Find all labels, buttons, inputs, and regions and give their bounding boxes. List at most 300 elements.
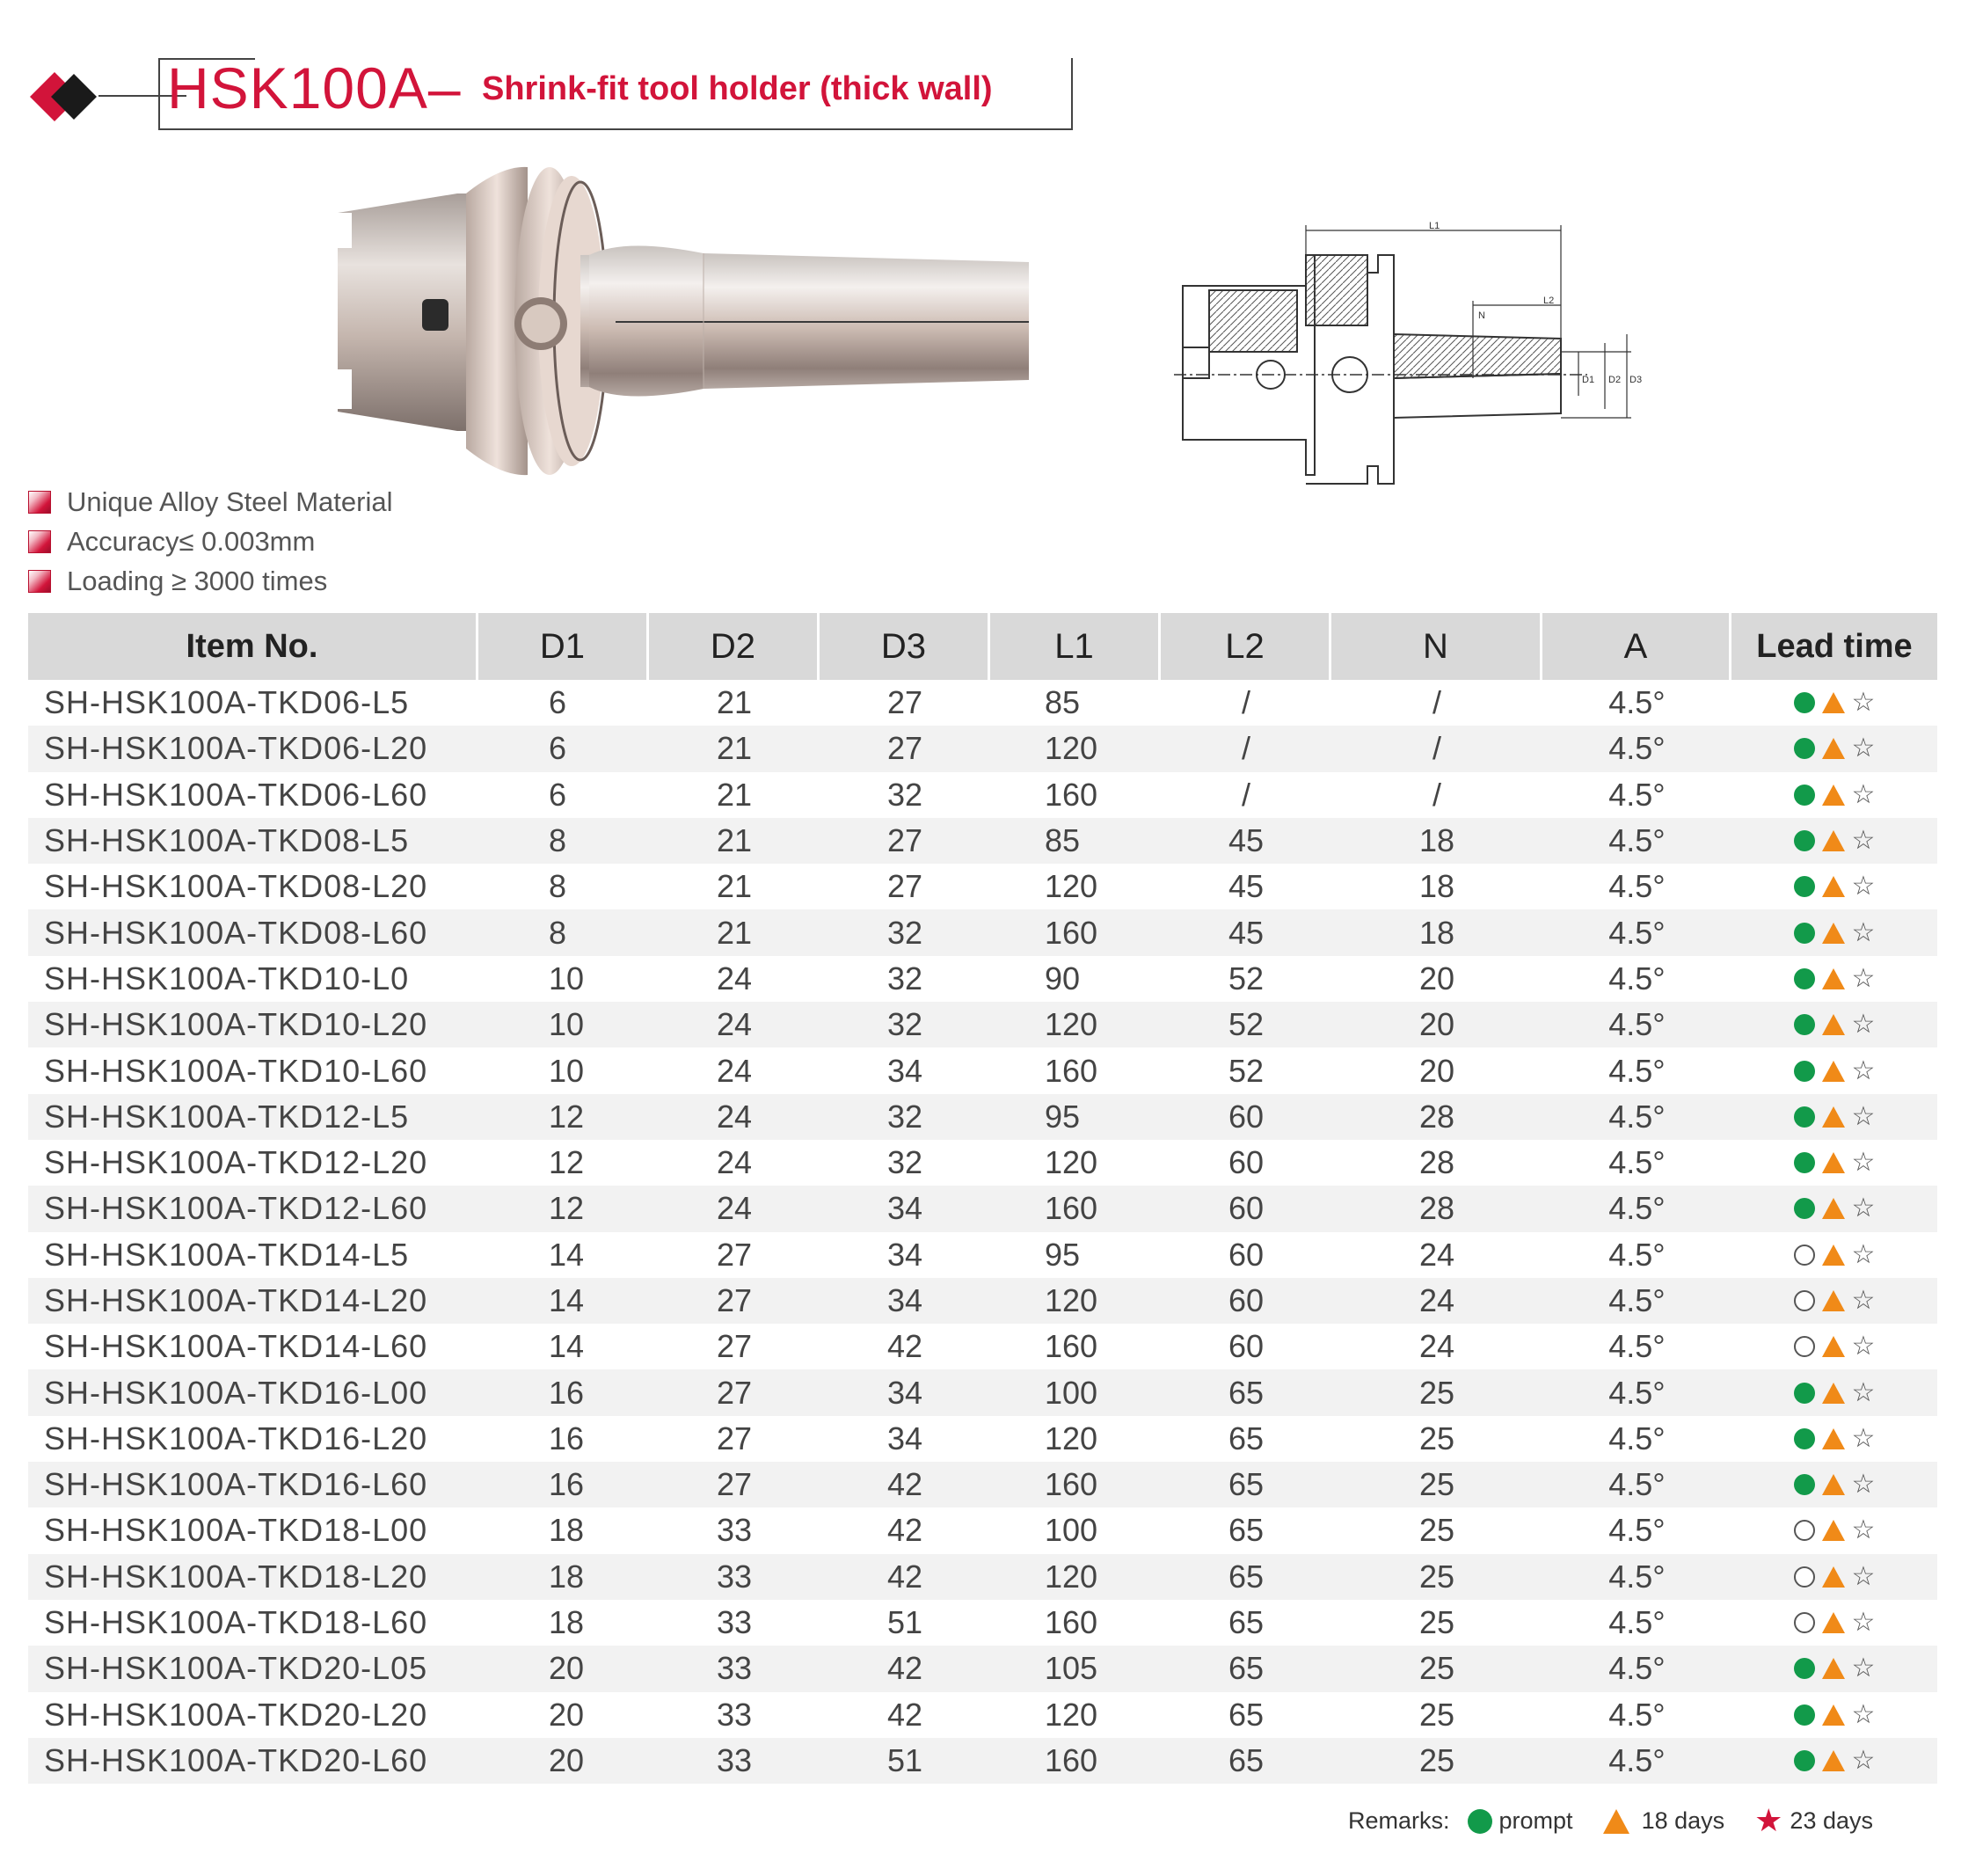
cell-d3: 34 — [886, 1052, 923, 1089]
cell-d3: 42 — [886, 1650, 923, 1687]
cell-d3: 27 — [886, 684, 923, 721]
cell-n: / — [1432, 684, 1441, 721]
cell-a: 4.5° — [1608, 1558, 1666, 1595]
orange-triangle-icon — [1822, 738, 1845, 759]
cell-n: 25 — [1418, 1604, 1455, 1641]
cell-d1: 18 — [549, 1604, 585, 1641]
cell-l2: / — [1241, 684, 1250, 721]
header-d1: D1 — [478, 613, 649, 680]
cell-lead-time — [1731, 1285, 1937, 1316]
cell-d1: 8 — [549, 822, 567, 859]
green-dot-icon — [1794, 876, 1815, 897]
table-header — [28, 613, 1937, 680]
hollow-circle-icon — [1794, 1566, 1815, 1588]
cell-d3: 34 — [886, 1420, 923, 1456]
cell-d1: 16 — [549, 1374, 585, 1411]
cell-l1: 120 — [1045, 1696, 1098, 1733]
cell-lead-time — [1731, 1376, 1937, 1408]
cell-l1: 85 — [1045, 822, 1081, 859]
cell-lead-time — [1731, 1333, 1937, 1360]
orange-triangle-icon — [1822, 1014, 1845, 1035]
cell-d3: 32 — [886, 960, 923, 996]
remarks-18-days: 18 days — [1641, 1807, 1725, 1834]
table-row — [28, 1692, 1937, 1738]
cell-item-no: SH-HSK100A-TKD18-L60 — [44, 1604, 428, 1641]
orange-triangle-icon — [1822, 830, 1845, 851]
cell-item-no: SH-HSK100A-TKD08-L20 — [44, 868, 428, 905]
cell-a: 4.5° — [1608, 1236, 1666, 1273]
table-row — [28, 1002, 1937, 1047]
cell-item-no: SH-HSK100A-TKD12-L5 — [44, 1098, 410, 1135]
orange-triangle-icon — [1822, 1383, 1845, 1404]
hollow-circle-icon — [1794, 1290, 1815, 1311]
outline-star-icon: ☆ — [1851, 825, 1876, 857]
cell-l1: 120 — [1045, 1558, 1098, 1595]
table-row — [28, 1462, 1937, 1507]
cell-l2: 52 — [1228, 960, 1265, 996]
green-dot-icon — [1794, 1014, 1815, 1035]
cell-d1: 20 — [549, 1741, 585, 1778]
green-dot-icon — [1794, 1383, 1815, 1404]
outline-star-icon: ☆ — [1851, 916, 1876, 948]
feature-label: Loading ≥ 3000 times — [67, 565, 328, 596]
cell-a: 4.5° — [1608, 1328, 1666, 1365]
table-body — [28, 680, 1937, 1784]
cell-item-no: SH-HSK100A-TKD12-L20 — [44, 1144, 428, 1181]
cell-a: 4.5° — [1608, 1420, 1666, 1456]
cell-n: 18 — [1418, 822, 1455, 859]
table-row — [28, 1278, 1937, 1324]
cell-n: 20 — [1418, 1052, 1455, 1089]
orange-triangle-icon — [1822, 1474, 1845, 1495]
cell-a: 4.5° — [1608, 1144, 1666, 1181]
cell-n: 20 — [1418, 1006, 1455, 1043]
cell-lead-time — [1731, 735, 1937, 762]
orange-triangle-icon — [1822, 1428, 1845, 1449]
cell-a: 4.5° — [1608, 1006, 1666, 1043]
cell-d2: 27 — [716, 1236, 753, 1273]
green-dot-icon — [1794, 1658, 1815, 1679]
cell-l1: 95 — [1045, 1098, 1081, 1135]
outline-star-icon: ☆ — [1851, 1560, 1876, 1592]
cell-d2: 27 — [716, 1466, 753, 1503]
outline-star-icon: ☆ — [1851, 1285, 1876, 1316]
cell-l1: 90 — [1045, 960, 1081, 996]
cell-d1: 6 — [549, 730, 567, 767]
remarks-legend — [1348, 1803, 1873, 1839]
feature-item — [28, 561, 392, 601]
cell-d3: 27 — [886, 822, 923, 859]
outline-star-icon: ☆ — [1851, 1376, 1876, 1408]
header-l2: L2 — [1161, 613, 1331, 680]
cell-l2: 65 — [1228, 1466, 1265, 1503]
cell-d1: 8 — [549, 914, 567, 951]
cell-d2: 33 — [716, 1512, 753, 1549]
orange-triangle-icon — [1822, 968, 1845, 989]
cell-d1: 12 — [549, 1190, 585, 1227]
table-row — [28, 1416, 1937, 1462]
cell-l1: 120 — [1045, 730, 1098, 767]
cell-l1: 160 — [1045, 1052, 1098, 1089]
orange-triangle-icon — [1822, 1336, 1845, 1357]
table-row — [28, 1554, 1937, 1600]
cell-l1: 85 — [1045, 684, 1081, 721]
cell-l1: 160 — [1045, 1466, 1098, 1503]
cell-a: 4.5° — [1608, 1741, 1666, 1778]
cell-lead-time — [1731, 1100, 1937, 1132]
green-dot-icon — [1794, 1704, 1815, 1726]
cell-l2: 65 — [1228, 1604, 1265, 1641]
cell-l1: 120 — [1045, 868, 1098, 905]
cell-item-no: SH-HSK100A-TKD20-L05 — [44, 1650, 428, 1687]
cell-l2: 60 — [1228, 1144, 1265, 1181]
cell-l2: / — [1241, 776, 1250, 813]
cell-d1: 10 — [549, 1052, 585, 1089]
cell-d1: 6 — [549, 776, 567, 813]
cell-l2: 65 — [1228, 1512, 1265, 1549]
cell-d1: 18 — [549, 1512, 585, 1549]
cell-d2: 33 — [716, 1604, 753, 1641]
cell-lead-time — [1731, 687, 1937, 719]
cell-item-no: SH-HSK100A-TKD08-L5 — [44, 822, 410, 859]
cell-l1: 160 — [1045, 914, 1098, 951]
cell-a: 4.5° — [1608, 1650, 1666, 1687]
header-d2: D2 — [649, 613, 820, 680]
cell-d2: 27 — [716, 1282, 753, 1318]
green-dot-icon — [1794, 923, 1815, 944]
orange-triangle-icon — [1822, 1658, 1845, 1679]
orange-triangle-icon — [1822, 1152, 1845, 1173]
cell-d2: 24 — [716, 1052, 753, 1089]
cell-d2: 21 — [716, 684, 753, 721]
cell-d2: 21 — [716, 776, 753, 813]
cell-l1: 160 — [1045, 1604, 1098, 1641]
cell-a: 4.5° — [1608, 960, 1666, 996]
cell-l1: 120 — [1045, 1144, 1098, 1181]
cell-d2: 24 — [716, 1098, 753, 1135]
cell-d1: 18 — [549, 1558, 585, 1595]
cell-n: / — [1432, 776, 1441, 813]
feature-label: Accuracy≤ 0.003mm — [67, 525, 316, 557]
cell-a: 4.5° — [1608, 1190, 1666, 1227]
cell-n: 28 — [1418, 1190, 1455, 1227]
outline-star-icon: ☆ — [1851, 687, 1876, 719]
green-dot-icon — [1794, 1198, 1815, 1219]
green-dot-icon — [1794, 968, 1815, 989]
cell-l1: 105 — [1045, 1650, 1098, 1687]
cell-lead-time — [1731, 1560, 1937, 1592]
green-dot-icon — [1794, 785, 1815, 806]
cell-d2: 33 — [716, 1696, 753, 1733]
green-dot-icon — [1794, 1474, 1815, 1495]
cell-a: 4.5° — [1608, 1282, 1666, 1318]
cell-item-no: SH-HSK100A-TKD10-L20 — [44, 1006, 428, 1043]
cell-lead-time — [1731, 873, 1937, 900]
cell-d3: 42 — [886, 1558, 923, 1595]
header-item-no: Item No. — [28, 613, 478, 680]
cell-d3: 51 — [886, 1604, 923, 1641]
cell-l2: / — [1241, 730, 1250, 767]
cell-n: 18 — [1418, 868, 1455, 905]
cell-lead-time — [1731, 1011, 1937, 1038]
cell-d1: 12 — [549, 1144, 585, 1181]
cell-l2: 65 — [1228, 1374, 1265, 1411]
cell-d2: 24 — [716, 960, 753, 996]
remarks-prompt: prompt — [1498, 1807, 1573, 1834]
cell-d3: 34 — [886, 1190, 923, 1227]
cell-d2: 24 — [716, 1144, 753, 1181]
cell-d2: 21 — [716, 822, 753, 859]
cell-item-no: SH-HSK100A-TKD18-L20 — [44, 1558, 428, 1595]
cell-lead-time — [1731, 1422, 1937, 1454]
remarks-label: Remarks: — [1348, 1807, 1450, 1834]
cell-lead-time — [1731, 825, 1937, 857]
cell-n: 28 — [1418, 1098, 1455, 1135]
cell-d1: 10 — [549, 1006, 585, 1043]
remarks-23-days: 23 days — [1790, 1807, 1873, 1834]
green-dot-icon — [1794, 1106, 1815, 1128]
cell-n: 24 — [1418, 1328, 1455, 1365]
cell-d3: 34 — [886, 1282, 923, 1318]
table-row — [28, 726, 1937, 771]
cell-l2: 65 — [1228, 1420, 1265, 1456]
hollow-circle-icon — [1794, 1336, 1815, 1357]
cell-n: 24 — [1418, 1282, 1455, 1318]
table-row — [28, 818, 1937, 864]
cell-n: 25 — [1418, 1558, 1455, 1595]
green-dot-icon — [1794, 738, 1815, 759]
orange-triangle-icon — [1822, 1612, 1845, 1633]
green-dot-icon — [1794, 1750, 1815, 1771]
outline-star-icon: ☆ — [1851, 1469, 1876, 1500]
outline-star-icon: ☆ — [1851, 1422, 1876, 1454]
orange-triangle-icon — [1822, 1061, 1845, 1082]
cell-l2: 60 — [1228, 1282, 1265, 1318]
outline-star-icon: ☆ — [1851, 1055, 1876, 1086]
green-dot-icon — [1794, 1428, 1815, 1449]
cell-item-no: SH-HSK100A-TKD16-L60 — [44, 1466, 428, 1503]
outline-star-icon: ☆ — [1851, 1607, 1876, 1639]
table-row — [28, 1186, 1937, 1231]
cell-l2: 60 — [1228, 1328, 1265, 1365]
header-lead-time: Lead time — [1756, 627, 1913, 665]
cell-d2: 33 — [716, 1558, 753, 1595]
drawing-label-d1: D1 — [1582, 375, 1595, 385]
cell-n: 18 — [1418, 914, 1455, 951]
orange-triangle-icon — [1822, 1290, 1845, 1311]
cell-l2: 65 — [1228, 1558, 1265, 1595]
cell-d1: 6 — [549, 684, 567, 721]
table-row — [28, 1369, 1937, 1415]
cell-d3: 32 — [886, 1098, 923, 1135]
cell-d3: 32 — [886, 776, 923, 813]
cell-lead-time — [1731, 1471, 1937, 1498]
hollow-circle-icon — [1794, 1520, 1815, 1541]
table-row — [28, 1232, 1937, 1278]
cell-item-no: SH-HSK100A-TKD06-L60 — [44, 776, 428, 813]
square-bullet-icon — [28, 530, 51, 553]
outline-star-icon: ☆ — [1851, 1331, 1876, 1362]
cell-d1: 12 — [549, 1098, 585, 1135]
feature-item — [28, 522, 392, 561]
cell-d1: 16 — [549, 1420, 585, 1456]
table-row — [28, 1094, 1937, 1140]
cell-lead-time — [1731, 1147, 1937, 1179]
cell-a: 4.5° — [1608, 730, 1666, 767]
orange-triangle-icon — [1822, 785, 1845, 806]
cell-d3: 34 — [886, 1236, 923, 1273]
square-bullet-icon — [28, 491, 51, 514]
cell-a: 4.5° — [1608, 684, 1666, 721]
feature-item — [28, 482, 392, 522]
cell-a: 4.5° — [1608, 822, 1666, 859]
orange-triangle-icon — [1822, 1245, 1845, 1266]
cell-d2: 24 — [716, 1190, 753, 1227]
cell-d1: 8 — [549, 868, 567, 905]
orange-triangle-icon — [1822, 1520, 1845, 1541]
cell-d2: 21 — [716, 868, 753, 905]
table-row — [28, 909, 1937, 955]
cell-d2: 21 — [716, 914, 753, 951]
page-subtitle: Shrink-fit tool holder (thick wall) — [482, 70, 993, 107]
orange-triangle-icon — [1822, 1106, 1845, 1128]
cell-d3: 51 — [886, 1741, 923, 1778]
cell-lead-time — [1731, 1698, 1937, 1730]
green-dot-icon — [1794, 692, 1815, 713]
cell-item-no: SH-HSK100A-TKD16-L00 — [44, 1374, 428, 1411]
cell-d3: 42 — [886, 1466, 923, 1503]
cell-a: 4.5° — [1608, 1696, 1666, 1733]
cell-item-no: SH-HSK100A-TKD14-L60 — [44, 1328, 428, 1365]
table-row — [28, 1507, 1937, 1553]
cell-d1: 20 — [549, 1650, 585, 1687]
table-row — [28, 956, 1937, 1002]
cell-item-no: SH-HSK100A-TKD06-L20 — [44, 730, 428, 767]
cell-l1: 160 — [1045, 1328, 1098, 1365]
cell-d2: 24 — [716, 1006, 753, 1043]
cell-d3: 42 — [886, 1328, 923, 1365]
green-dot-icon — [1794, 830, 1815, 851]
cell-a: 4.5° — [1608, 1512, 1666, 1549]
cell-a: 4.5° — [1608, 914, 1666, 951]
orange-triangle-icon — [1822, 923, 1845, 944]
feature-list — [28, 482, 392, 601]
cell-n: 25 — [1418, 1374, 1455, 1411]
page-title: HSK100A– — [167, 55, 462, 120]
outline-star-icon: ☆ — [1851, 778, 1876, 810]
cell-item-no: SH-HSK100A-TKD10-L60 — [44, 1052, 428, 1089]
cell-d1: 14 — [549, 1282, 585, 1318]
cell-item-no: SH-HSK100A-TKD06-L5 — [44, 684, 410, 721]
cell-d1: 16 — [549, 1466, 585, 1503]
cell-item-no: SH-HSK100A-TKD18-L00 — [44, 1512, 428, 1549]
drawing-label-d2: D2 — [1608, 375, 1622, 385]
header-l1: L1 — [990, 613, 1161, 680]
cell-item-no: SH-HSK100A-TKD16-L20 — [44, 1420, 428, 1456]
cell-l2: 65 — [1228, 1696, 1265, 1733]
cell-d3: 27 — [886, 868, 923, 905]
cell-item-no: SH-HSK100A-TKD10-L0 — [44, 960, 410, 996]
cell-n: 25 — [1418, 1696, 1455, 1733]
cell-l2: 60 — [1228, 1190, 1265, 1227]
cell-a: 4.5° — [1608, 1604, 1666, 1641]
cell-d1: 10 — [549, 960, 585, 996]
cell-item-no: SH-HSK100A-TKD20-L60 — [44, 1741, 428, 1778]
cell-a: 4.5° — [1608, 1052, 1666, 1089]
page-header — [25, 53, 1062, 132]
cell-item-no: SH-HSK100A-TKD20-L20 — [44, 1696, 428, 1733]
cell-l1: 120 — [1045, 1420, 1098, 1456]
orange-triangle-icon — [1822, 1750, 1845, 1771]
cell-item-no: SH-HSK100A-TKD12-L60 — [44, 1190, 428, 1227]
cell-l2: 60 — [1228, 1098, 1265, 1135]
cell-a: 4.5° — [1608, 1374, 1666, 1411]
outline-star-icon: ☆ — [1851, 1193, 1876, 1224]
cell-l2: 45 — [1228, 914, 1265, 951]
header-d3: D3 — [820, 613, 990, 680]
cell-n: 20 — [1418, 960, 1455, 996]
orange-triangle-icon — [1822, 1198, 1845, 1219]
orange-triangle-icon — [1822, 876, 1845, 897]
outline-star-icon: ☆ — [1851, 733, 1876, 764]
hollow-circle-icon — [1794, 1612, 1815, 1633]
table-row — [28, 1600, 1937, 1646]
table-row — [28, 1324, 1937, 1369]
cell-d3: 42 — [886, 1696, 923, 1733]
drawing-label-d3: D3 — [1629, 375, 1643, 385]
red-star-icon: ★ — [1754, 1803, 1783, 1839]
cell-l2: 45 — [1228, 868, 1265, 905]
cell-lead-time — [1731, 778, 1937, 810]
outline-star-icon: ☆ — [1851, 871, 1876, 902]
orange-triangle-icon — [1822, 1566, 1845, 1588]
cell-lead-time — [1731, 1238, 1937, 1270]
cell-n: 24 — [1418, 1236, 1455, 1273]
table-row — [28, 1738, 1937, 1784]
cell-d3: 32 — [886, 1006, 923, 1043]
cell-a: 4.5° — [1608, 1466, 1666, 1503]
cell-d1: 14 — [549, 1328, 585, 1365]
green-dot-icon — [1794, 1152, 1815, 1173]
cell-lead-time — [1731, 1744, 1937, 1776]
outline-star-icon: ☆ — [1851, 1100, 1876, 1132]
cell-item-no: SH-HSK100A-TKD14-L20 — [44, 1282, 428, 1318]
cell-d2: 27 — [716, 1420, 753, 1456]
spec-table — [28, 613, 1937, 1784]
cell-l1: 95 — [1045, 1236, 1081, 1273]
feature-label: Unique Alloy Steel Material — [67, 485, 393, 517]
outline-star-icon: ☆ — [1851, 1653, 1876, 1684]
diamond-logo-icon — [25, 62, 104, 132]
square-bullet-icon — [28, 570, 51, 593]
cell-d2: 21 — [716, 730, 753, 767]
cell-d3: 32 — [886, 1144, 923, 1181]
cell-n: 25 — [1418, 1741, 1455, 1778]
technical-drawing — [1174, 220, 1666, 501]
green-dot-icon — [1468, 1809, 1492, 1834]
outline-star-icon: ☆ — [1851, 1009, 1876, 1040]
product-photo — [325, 158, 1038, 484]
cell-l1: 120 — [1045, 1006, 1098, 1043]
table-row — [28, 1140, 1937, 1186]
orange-triangle-icon — [1822, 692, 1845, 713]
orange-triangle-icon — [1822, 1704, 1845, 1726]
hollow-circle-icon — [1794, 1245, 1815, 1266]
header-a: A — [1542, 613, 1731, 680]
cell-d3: 34 — [886, 1374, 923, 1411]
cell-d1: 20 — [549, 1696, 585, 1733]
cell-lead-time — [1731, 916, 1937, 948]
